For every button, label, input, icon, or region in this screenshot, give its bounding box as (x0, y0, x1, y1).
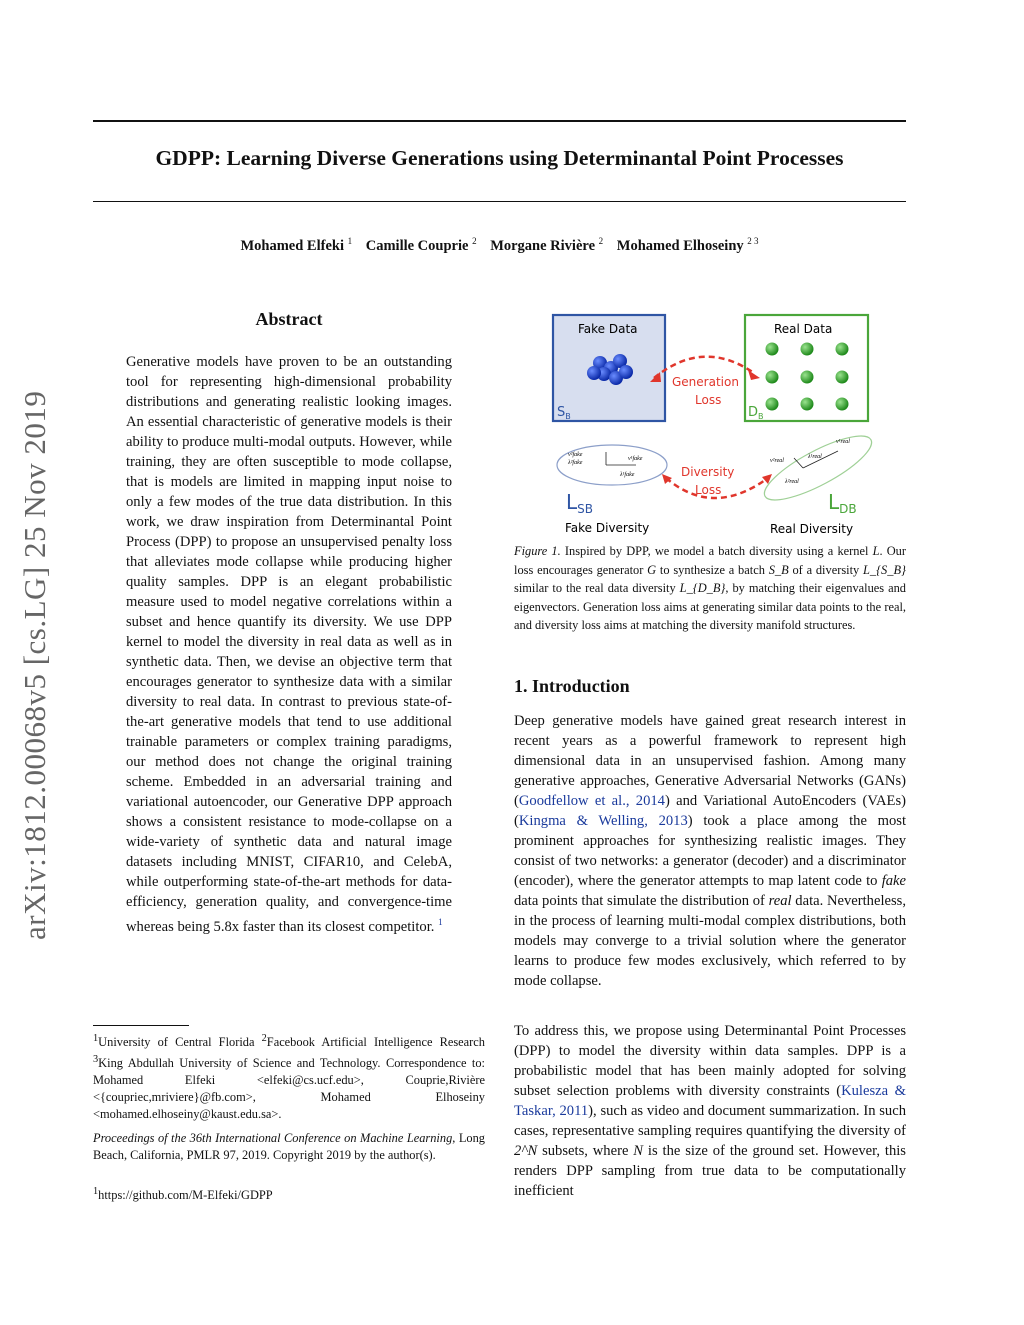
figure-caption: Figure 1. Inspired by DPP, we model a batch diversity using a kernel L. Our loss encourages generator G to synthesize a batch S_B of a diversity L_{S_B} similar to the real data diversity L_{D_B}, by matching their eigenvalues and eigenvectors. Generation loss aims at generating similar data points to the real, and diversity loss aims at matching the diversity manifold structures. (514, 544, 906, 632)
ldb-label: $L_{DB}$ (828, 490, 857, 516)
footnote-rule (93, 1025, 189, 1026)
section-heading: 1. Introduction (514, 676, 630, 696)
paper-title: GDPP: Learning Diverse Generations using Determinantal Point Processes (155, 146, 844, 170)
arxiv-stamp: arXiv:1812.00068v5 [cs.LG] 25 Nov 2019 (17, 390, 52, 940)
fake-diversity-ellipse (557, 445, 667, 485)
citation-link[interactable]: Goodfellow et al., 2014 (518, 793, 665, 809)
lsb-label: $L_{SB}$ (566, 490, 594, 516)
author-list (93, 236, 906, 255)
citation-link[interactable]: Kingma & Welling, 2013 (518, 813, 688, 829)
footnote-link[interactable]: 1 (438, 917, 443, 927)
intro-paragraph-1: Deep generative models have gained great research interest in recent years as a powerful framework to represent high dimensional data in an unsupervised fashion. Among many generative approaches, Generative Adversarial Networks (GANs) (Goodfellow et al., 2014) and Variational AutoEncoders (VAEs) (Kingma & Welling, 2013) took a place among the most prominent approaches for synthesizing realistic images. They consist of two networks: a generator (decoder) and a discriminator (encoder), where the generator attempts to map latent code to fake data points that simulate the distribution of real data. Nevertheless, in the process of learning multi-modal complex distributions, both models may converge to a trivial solution where the generator learns to produce few modes exclusively, which referred to by mode collapse. (514, 713, 907, 989)
svg-text:Loss: Loss (695, 393, 722, 407)
citation-link[interactable]: Kulesza & Taskar, 2011 (514, 1083, 906, 1119)
svg-text:λ¹fake: λ¹fake (620, 472, 635, 478)
svg-text:v¹real: v¹real (836, 439, 850, 445)
author: Mohamed Elfeki $^1$ (240, 236, 353, 254)
author: Morgane Rivière $^2$ (490, 236, 604, 254)
fake-diversity-label: Fake Diversity (565, 521, 650, 535)
svg-text:v²real: v²real (770, 458, 784, 464)
real-data-label: Real Data (774, 322, 833, 336)
fake-data-label: Fake Data (578, 322, 638, 336)
svg-text:λ¹real: λ¹real (808, 454, 822, 460)
author: Camille Couprie $^2$ (365, 236, 477, 254)
real-diversity-ellipse (757, 425, 873, 511)
svg-text:λ²real: λ²real (785, 479, 799, 485)
diversity-loss-label: Diversity (681, 465, 735, 479)
abstract-text: Generative models have proven to be an outstanding tool for representing high-dimensional probability distributions and generating realistic looking images. An essential characteristic of generative models is their ability to produce multi-modal outputs. However, while training, they are often susceptible to mode collapse, that is models are limited in mapping input noise to only a few modes of the true data distribution. In this work, we draw inspiration from Determinantal Point Process (DPP) to propose an unsupervised penalty loss that alleviates mode collapse while producing higher quality samples. DPP is an elegant probabilistic measure used to model negative correlations within a subset and hence quantify its diversity. We use DPP kernel to model the diversity in real data as well as in synthetic data. Then, we devise an objective term that encourages generator to synthesize data with a similar diversity to real data. In contrast to previous state-of-the-art generative models that tend to use additional trainable parameters or complex training paradigms, our method does not change the original training scheme. Embedded in an adversarial training and variational autoencoder, our Generative DPP approach shows a consistent resistance to mode-collapse on a wide-variety of synthetic data and natural image datasets including MNIST, CIFAR10, and CelebA, while outperforming state-of-the-art methods for data-efficiency, generation quality, and convergence-time whereas being 5.8x faster than its closest competitor. $^1$ (126, 354, 452, 935)
affiliations-footnote: $^1$University of Central Florida $^2$Facebook Artificial Intelligence Research $^3$King Abdullah University of Science and Technology. Correspondence to: Mohamed Elfeki <elfeki@cs.ucf.edu>, Couprie,Rivière <{coupriec,mriviere}@fb.com>, Mohamed Elhoseiny <mohamed.elhoseiny@kaust.edu.sa>. (93, 1033, 485, 1122)
generation-loss-label: Generation (672, 375, 739, 389)
title-rule (93, 201, 906, 202)
figure-1-diagram (548, 308, 873, 538)
svg-text:λ²fake: λ²fake (568, 460, 583, 466)
sb-label: $S_B$ (557, 405, 571, 421)
url-footnote: $^1$https://github.com/M-Elfeki/GDPP (93, 1186, 273, 1203)
svg-text:v¹fake: v¹fake (628, 456, 643, 462)
top-rule (93, 120, 906, 122)
intro-paragraph-2: To address this, we propose using Determinantal Point Processes (DPP) to model the diversity within data samples. DPP is a probabilistic model that has been mainly adopted for solving subset selection problems with diversity constraints (Kulesza & Taskar, 2011), such as video and document summarization. In such cases, representative sampling requires quantifying the diversity of 2^N subsets, where N is the size of the ground set. However, this renders DPP sampling from true data to be computationally inefficient (514, 1023, 907, 1199)
real-diversity-label: Real Diversity (770, 522, 854, 536)
svg-text:v²fake: v²fake (568, 452, 583, 458)
svg-text:Loss: Loss (695, 483, 722, 497)
proceedings-footnote: Proceedings of the 36th International Conference on Machine Learning, Long Beach, California, PMLR 97, 2019. Copyright 2019 by the author(s). (93, 1131, 485, 1162)
abstract-heading: Abstract (255, 309, 323, 329)
author: Mohamed Elhoseiny $^{2 3}$ (616, 236, 759, 254)
db-label: $D_B$ (748, 405, 764, 421)
